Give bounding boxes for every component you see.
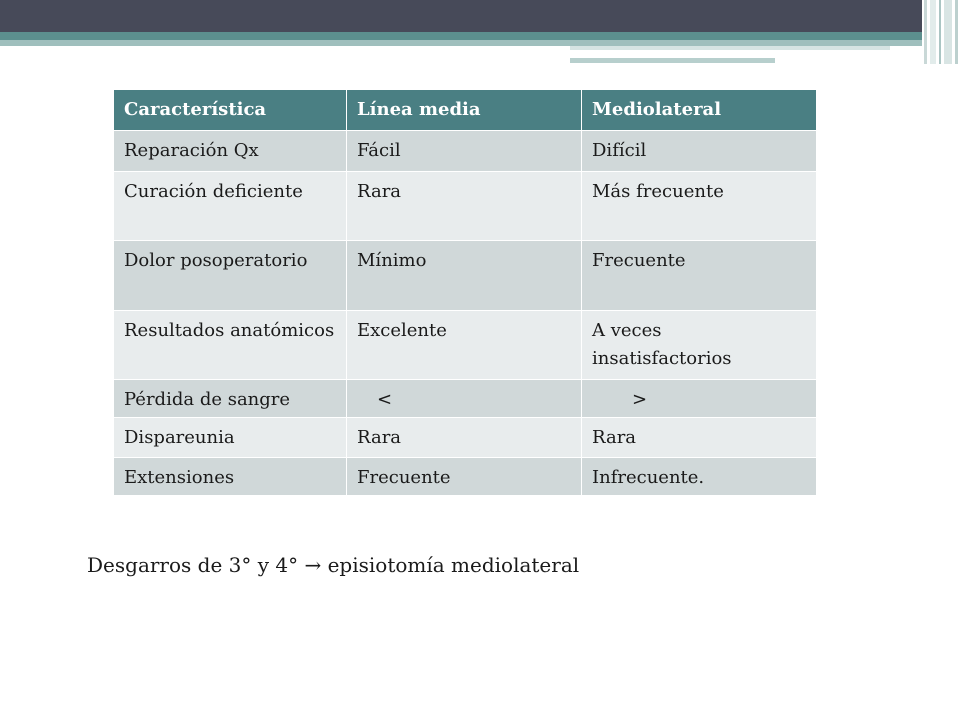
row-label: Extensiones (114, 458, 347, 496)
cell-linea-media (347, 380, 582, 418)
table-row (114, 131, 817, 172)
cell-mediolateral: Frecuente (582, 241, 817, 311)
table-header-row (114, 90, 817, 131)
row-label: Reparación Qx (114, 131, 347, 172)
cell-mediolateral: Rara (582, 418, 817, 458)
corner-stripe (939, 0, 941, 64)
cell-mediolateral: Infrecuente. (582, 458, 817, 496)
table-row (114, 458, 817, 496)
less-than-symbol: < (377, 389, 393, 410)
table-row (114, 380, 817, 418)
comparison-table (113, 89, 817, 496)
header-mediolateral: Mediolateral (582, 90, 817, 131)
slide-caption: Desgarros de 3° y 4° → episiotomía mediolateral (87, 553, 580, 577)
corner-stripe (955, 0, 958, 64)
table-row (114, 418, 817, 458)
cell-linea-media: Excelente (347, 311, 582, 380)
table-row (114, 172, 817, 241)
cell-linea-media: Rara (347, 418, 582, 458)
row-label: Pérdida de sangre (114, 380, 347, 418)
row-label: Dispareunia (114, 418, 347, 458)
cell-linea-media: Mínimo (347, 241, 582, 311)
greater-than-symbol: > (632, 389, 648, 410)
row-label: Resultados anatómicos (114, 311, 347, 380)
header-linea-media: Línea media (347, 90, 582, 131)
corner-stripe (944, 0, 952, 64)
corner-stripe (924, 0, 927, 64)
slide-accent-line-short (570, 58, 775, 63)
slide-top-bar (0, 0, 960, 32)
cell-mediolateral: Difícil (582, 131, 817, 172)
cell-mediolateral: A veces insatisfactorios (582, 311, 817, 380)
cell-mediolateral (582, 380, 817, 418)
cell-linea-media: Frecuente (347, 458, 582, 496)
cell-mediolateral: Más frecuente (582, 172, 817, 241)
corner-stripe (930, 0, 936, 64)
row-label: Dolor posoperatorio (114, 241, 347, 311)
header-caracteristica: Característica (114, 90, 347, 131)
slide-accent-line (570, 46, 890, 50)
row-label: Curación deficiente (114, 172, 347, 241)
table-row (114, 311, 817, 380)
cell-linea-media: Fácil (347, 131, 582, 172)
table-row (114, 241, 817, 311)
cell-linea-media: Rara (347, 172, 582, 241)
slide-accent-band (0, 32, 960, 40)
